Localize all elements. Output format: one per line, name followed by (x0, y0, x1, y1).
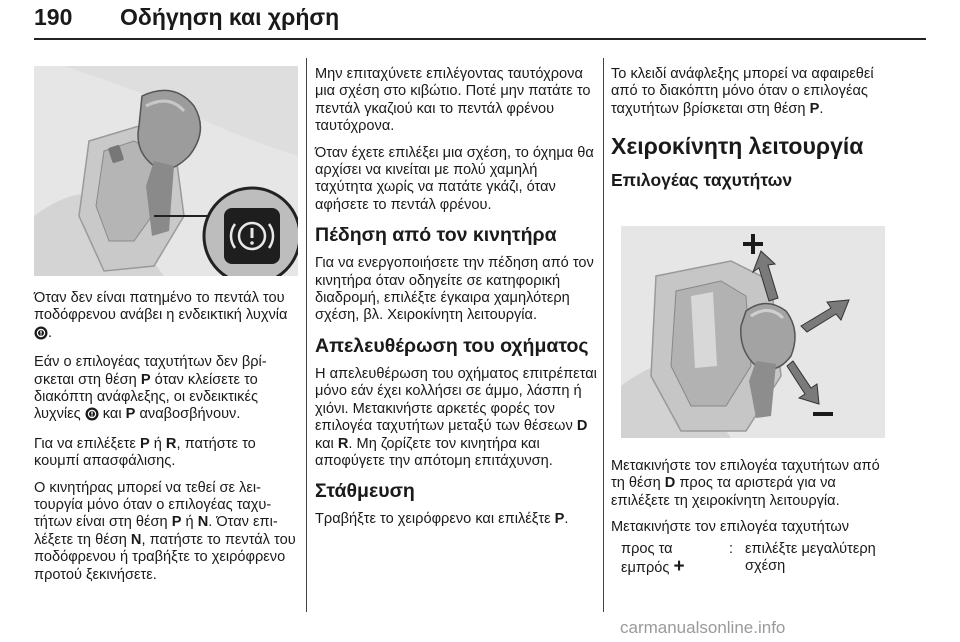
paragraph: Τραβήξτε το χειρόφρενο και επιλέξτε P. (315, 511, 569, 528)
section-title: Χειροκίνητη λειτουργία (611, 133, 864, 160)
column-right (611, 66, 893, 200)
section-heading: Επιλογέας ταχυτήτων (611, 170, 793, 191)
section-heading: Στάθμευση (315, 480, 415, 503)
section-heading: Απελευθέρωση του οχήματος (315, 334, 589, 357)
paragraph: Μην επιταχύνετε επιλέγοντας ταυτόχρονα μια σχέση στο κιβώτιο. Ποτέ μην πατάτε το πεντάλ γκαζιού και το πεντάλ φρένου ταυτόχρονα. (315, 66, 591, 135)
paragraph: Για να επιλέξετε P ή R, πατήστε το κουμπί απασφάλισης. (34, 435, 256, 470)
gear-selector-illustration (34, 66, 298, 276)
selector-table-row: προς τα εμπρός + : επιλέξτε μεγαλύτερη σχέση (621, 540, 876, 578)
paragraph: Όταν έχετε επιλέξει μια σχέση, το όχημα θα αρχίσει να κινείται με πολύ χαμηλή ταχύτητα χωρίς να πατάτε γκάζι, όταν αφήσετε το πεντάλ φρένου. (315, 144, 594, 213)
column-divider (306, 58, 307, 612)
column-left (34, 290, 300, 593)
manual-mode-illustration (621, 226, 885, 438)
paragraph: Η απελευθέρωση του οχήματος επιτρέπεται μόνο εάν έχει κολλήσει σε άμμο, λάσπη ή χιόνι. Μετακινήστε αρκετές φορές τον επιλογέα ταχυτήτων μεταξύ των θέσεων D και R. Μη ζορίζετε τον κινητήρα και αποφύγετε την απότομη επιτάχυνση. (315, 365, 597, 469)
page-title: Οδήγηση και χρήση (120, 4, 340, 30)
column-right-lower (611, 458, 893, 581)
paragraph: Όταν δεν είναι πατημένο το πεντάλ του ποδόφρενου ανάβει η ενδεικτική λυχνία . (34, 290, 300, 345)
plus-symbol: + (673, 556, 685, 578)
page-header (34, 0, 926, 42)
header-rule (34, 38, 926, 40)
section-heading: Πέδηση από τον κινητήρα (315, 224, 557, 247)
paragraph: Για να ενεργοποιήσετε την πέδηση από τον κινητήρα όταν οδηγείτε σε κατηφορική διαδρομή, επιλέξτε έγκαιρα χαμηλότερη σχέση, βλ. Χειροκίνητη λειτουργία. (315, 255, 594, 324)
page-number: 190 (34, 4, 73, 30)
paragraph: Το κλειδί ανάφλεξης μπορεί να αφαιρεθεί από το διακόπτη μόνο όταν ο επιλογέας ταχυτήτων βρίσκεται στη θέση P. (611, 66, 874, 117)
paragraph: Μετακινήστε τον επιλογέα ταχυτήτων (611, 519, 850, 536)
column-middle (315, 66, 597, 538)
brake-warning-icon (85, 407, 99, 426)
column-divider (603, 58, 604, 612)
paragraph: Εάν ο επιλογέας ταχυτήτων δεν βρίσκεται στη θέση P όταν κλείσετε το διακόπτη ανάφλεξης, οι ενδεικτικές λυχνίες και P αναβοσβήνουν. (34, 354, 300, 427)
paragraph: Ο κινητήρας μπορεί να τεθεί σε λειτουργία μόνο όταν ο επιλογέας ταχυτήτων είναι στη θέση P ή N. Όταν επιλέξετε τη θέση N, πατήστε το πεντάλ του ποδόφρενου ή τραβήξτε το χειρόφρενο προτού ξεκινήσετε. (34, 479, 296, 583)
brake-warning-icon (34, 326, 48, 345)
paragraph: Μετακινήστε τον επιλογέα ταχυτήτων από τη θέση D προς τα αριστερά για να επιλέξετε τη χειροκίνητη λειτουργία. (611, 458, 880, 509)
watermark: carmanualsonline.info (620, 618, 786, 637)
